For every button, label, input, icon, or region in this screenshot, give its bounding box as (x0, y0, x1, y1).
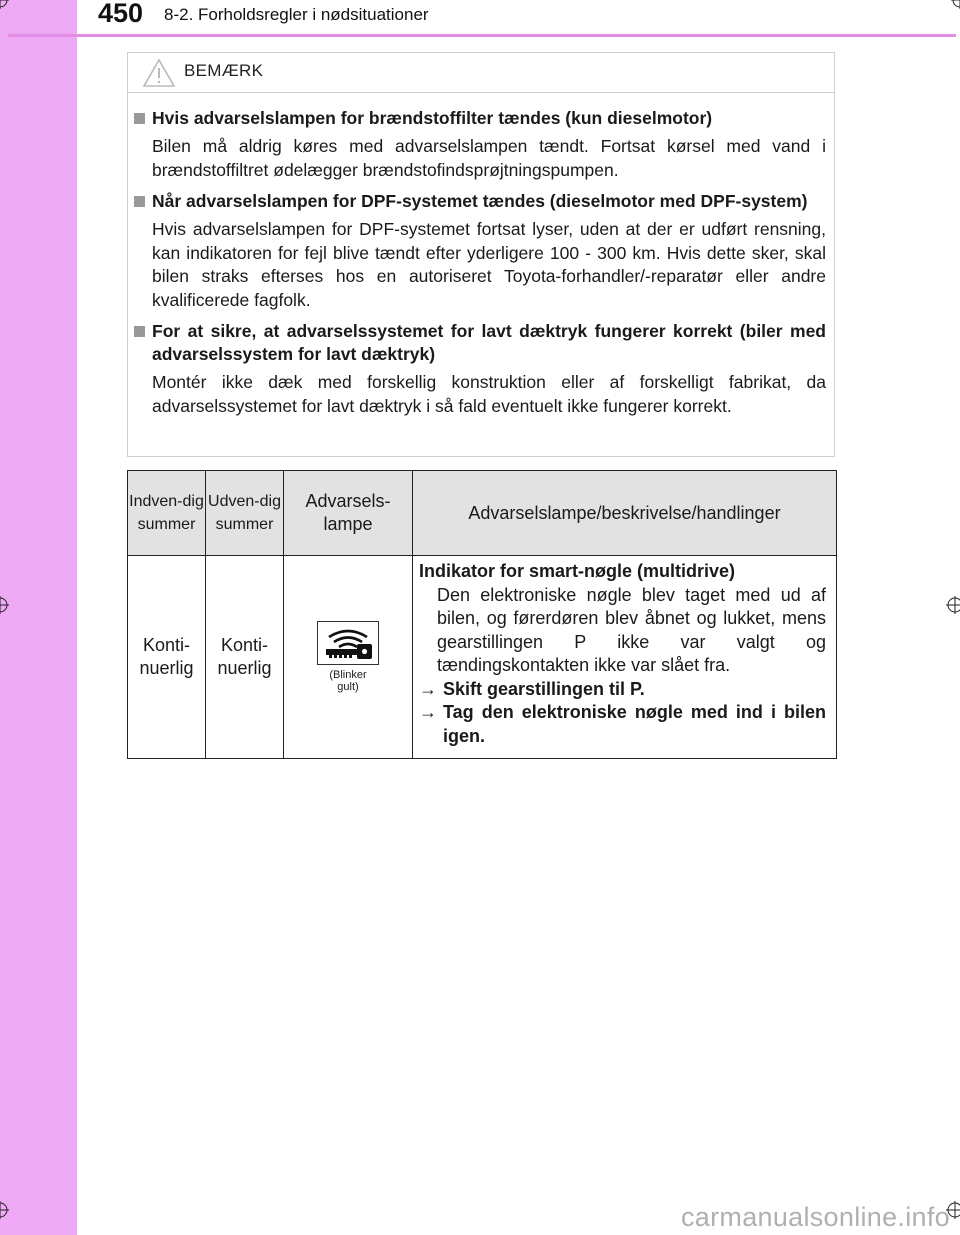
note-item-heading: For at sikre, at advarselssystemet for lavt dæktryk fungerer korrekt (biler med advarselssystem for lavt dæktryk) (152, 321, 826, 364)
crop-mark-icon (0, 1201, 9, 1219)
header-inside-buzzer: Indven-dig summer (128, 471, 206, 556)
watermark: carmanualsonline.info (681, 1202, 950, 1232)
note-title: BEMÆRK (184, 61, 264, 80)
table-header-row (128, 471, 837, 556)
note-item-text: Bilen må aldrig køres med advarselslampen tændt. Fortsat kørsel med vand i brændstoffiltret ødelægger brændstofindsprøjtningspumpen. (152, 136, 826, 180)
table-row (128, 556, 837, 759)
note-item (134, 320, 826, 418)
bullet-square-icon (134, 113, 145, 124)
bullet-square-icon (134, 196, 145, 207)
header-warning-lamp: Advarsels-lampe (284, 471, 413, 556)
action-item (419, 678, 826, 702)
crop-mark-icon (951, 0, 960, 9)
cell-warning-lamp (284, 556, 413, 759)
warning-triangle-icon (142, 58, 176, 88)
arrow-right-icon: → (419, 702, 437, 722)
action-text: Skift gearstillingen til P. (443, 678, 645, 699)
note-item-text: Hvis advarselslampen for DPF-systemet fortsat lyser, uden at der er udført rensning, kan indikatoren for fejl blive tændt efter yderligere 100 - 300 km. Hvis dette sker, skal bilen straks efterses hos en autoriseret Toyota-forhandler/-reparatør eller andre kvalificerede fagfolk. (152, 219, 826, 310)
cell-description (413, 556, 837, 759)
cell-inside-buzzer: Konti-nuerlig (128, 556, 206, 759)
note-item (134, 107, 826, 182)
warning-table (127, 470, 837, 759)
crop-mark-icon (0, 0, 9, 9)
note-item-heading: Når advarselslampen for DPF-systemet tændes (dieselmotor med DPF-system) (152, 191, 808, 211)
header-rule (8, 34, 956, 37)
arrow-right-icon: → (419, 678, 437, 699)
bullet-square-icon (134, 326, 145, 337)
action-text: Tag den elektroniske nøgle med ind i bilen igen. (443, 702, 826, 746)
page-number: 450 (98, 0, 144, 28)
description-title: Indikator for smart-nøgle (multidrive) (419, 561, 736, 581)
note-item (134, 190, 826, 312)
description-text: Den elektroniske nøgle blev taget med ud af bilen, og førerdøren blev åbnet og lukket, mens gearstillingen P ikke var valgt og tændingskontakten ikke var slået fra. (437, 584, 826, 675)
cell-outside-buzzer: Konti-nuerlig (206, 556, 284, 759)
note-item-text: Montér ikke dæk med forskellig konstruktion eller af forskelligt fabrikat, da advarselssystemet for lavt dæktryk i så fald eventuelt ikke fungerer korrekt. (152, 372, 826, 416)
note-box (127, 52, 835, 457)
action-item (419, 701, 826, 748)
crop-mark-icon (0, 596, 9, 614)
crop-mark-icon (946, 596, 960, 614)
note-item-heading: Hvis advarselslampen for brændstoffilter tændes (kun dieselmotor) (152, 108, 713, 128)
note-header (128, 53, 834, 93)
header-description: Advarselslampe/beskrivelse/handlinger (413, 471, 837, 556)
header-outside-buzzer: Udven-dig summer (206, 471, 284, 556)
lamp-caption: (Blinker gult) (329, 669, 367, 693)
note-body (128, 93, 834, 418)
smart-key-indicator-icon (317, 621, 379, 665)
page-sidebar-band (0, 0, 77, 1235)
section-title: 8-2. Forholdsregler i nødsituationer (164, 5, 429, 24)
